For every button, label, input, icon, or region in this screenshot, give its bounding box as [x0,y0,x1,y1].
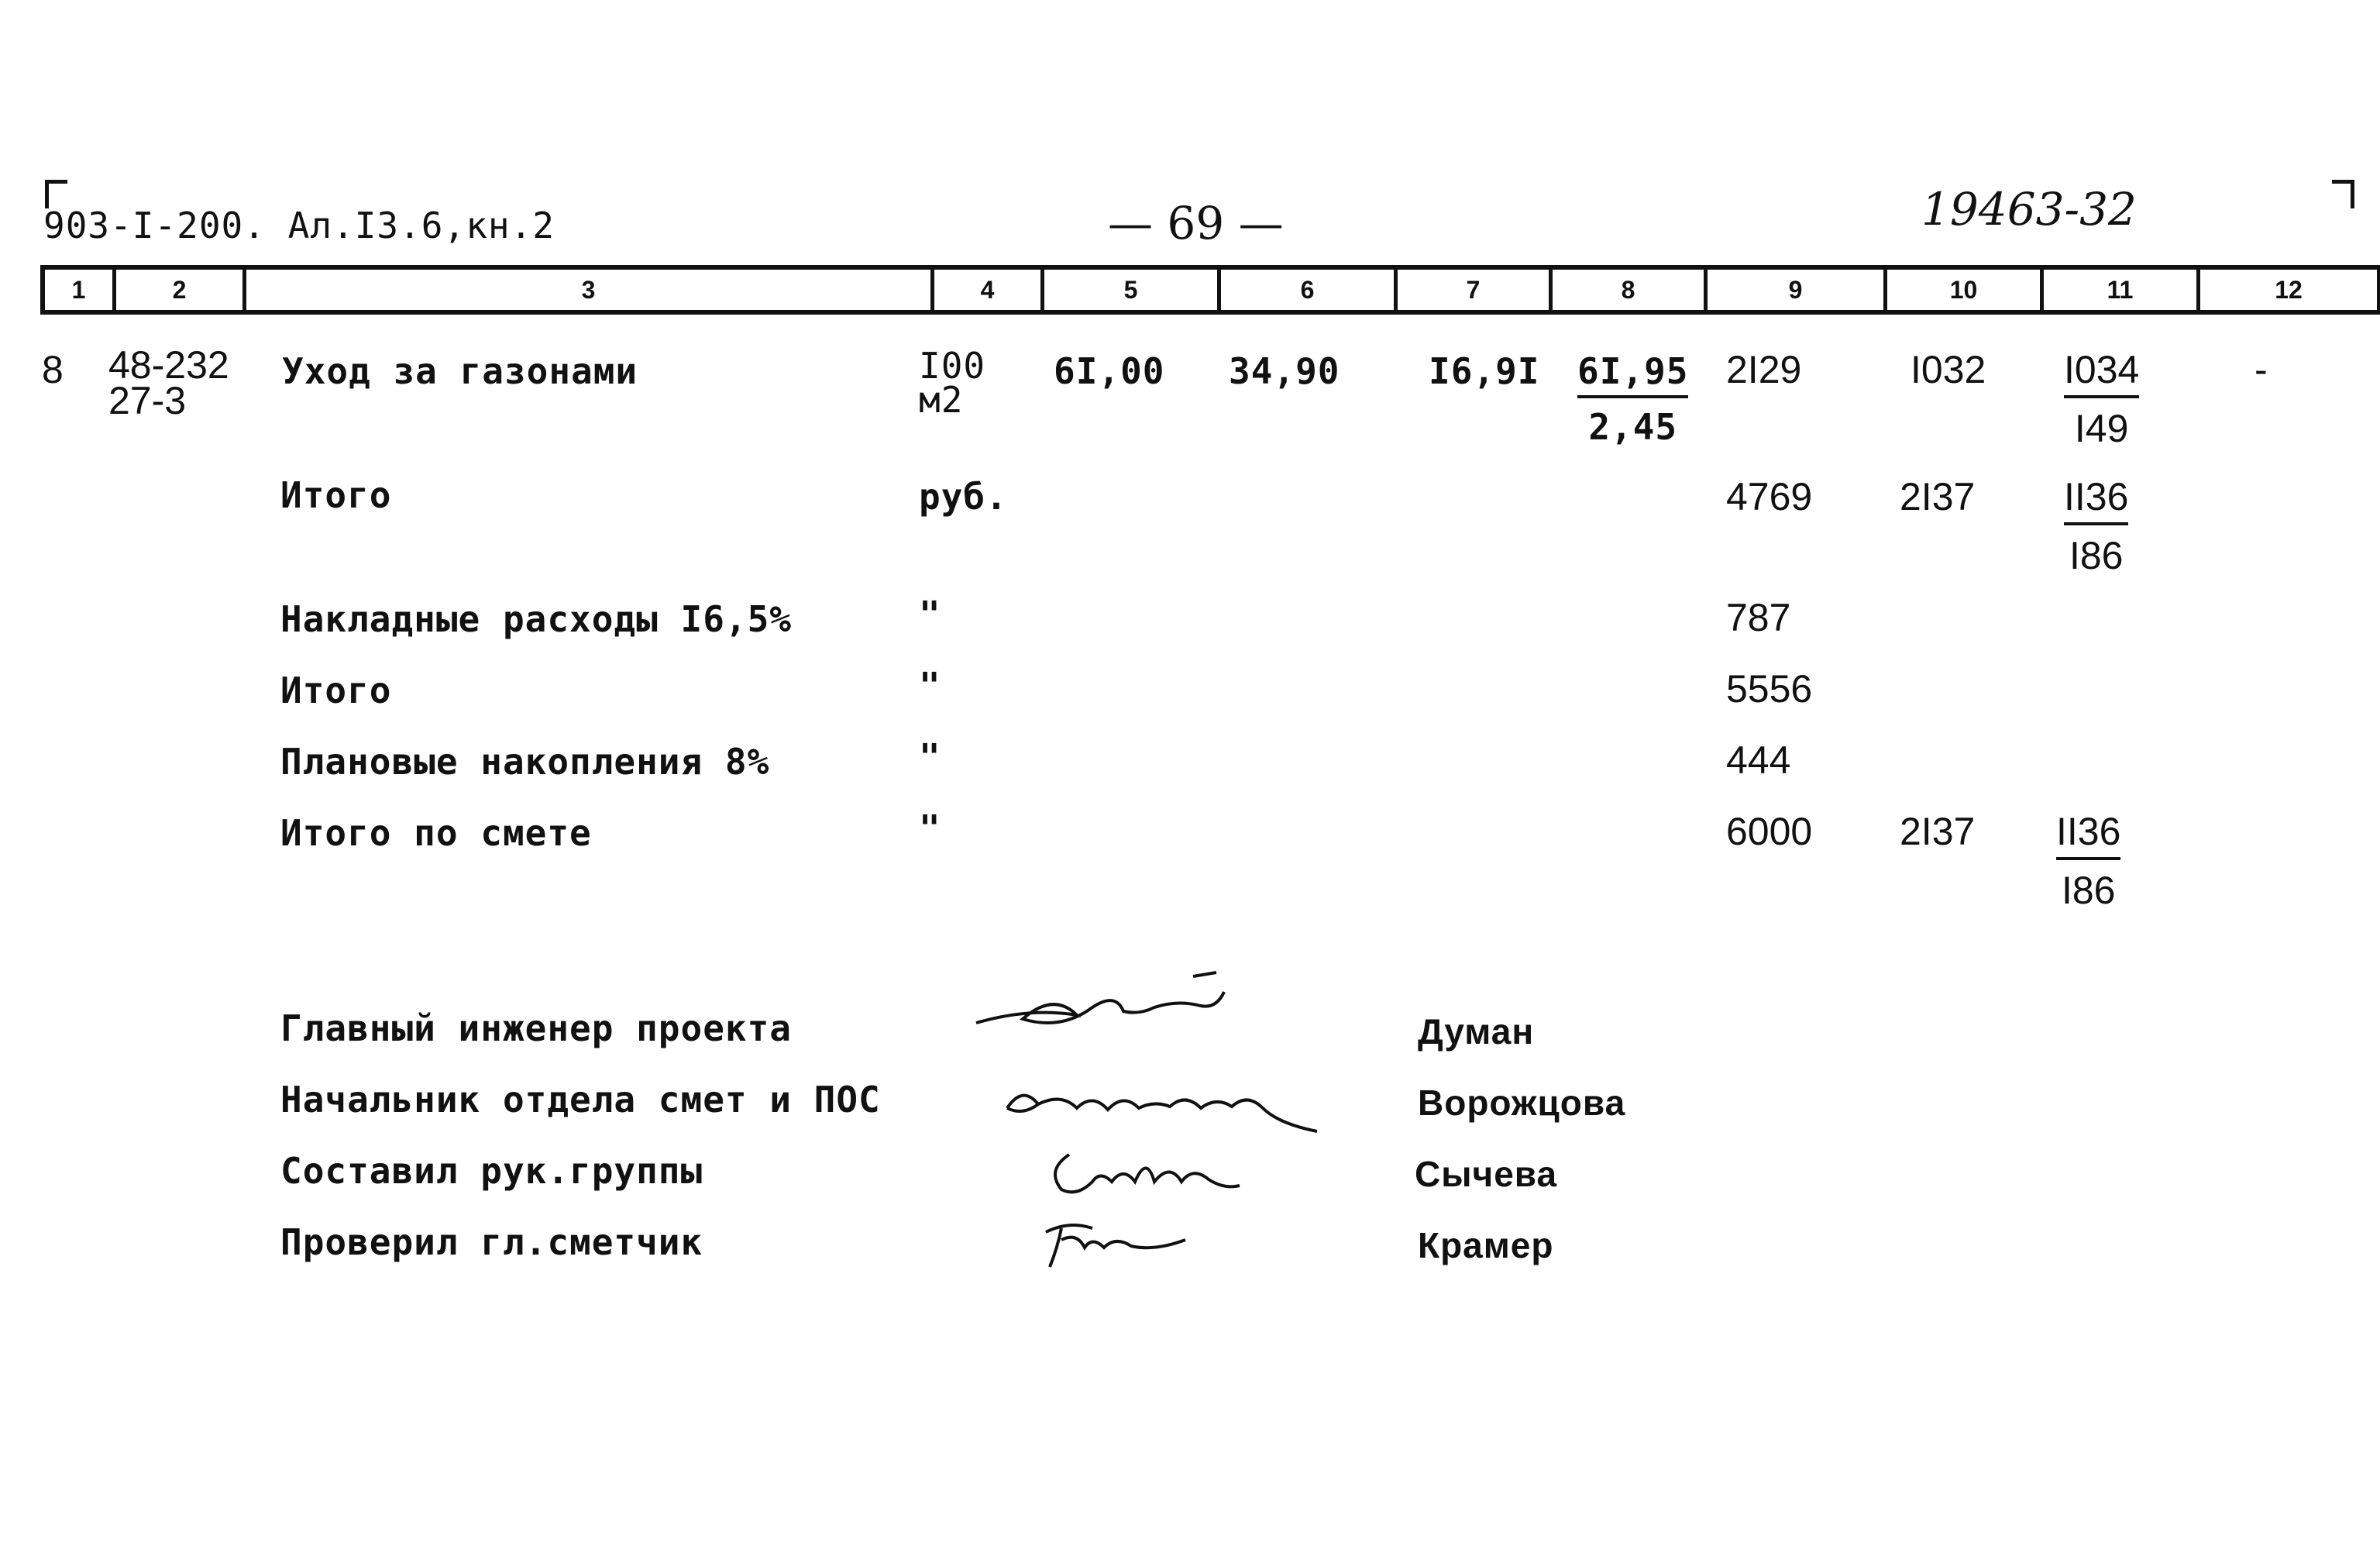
column-header: 5 [1044,270,1221,310]
quantity-value: 6I,00 [1054,350,1165,392]
summary-unit: " [919,807,941,849]
summary-label: Итого [280,474,392,516]
summary-unit: руб. [919,476,1008,518]
summary-value: 2I37 [1900,475,1976,518]
column-header: 4 [934,270,1044,310]
handwritten-signature [1038,1131,1271,1209]
corner-mark-right [2332,180,2354,208]
summary-value: 4769 [1726,475,1813,518]
unit: I00 м2 [919,345,986,421]
column7-value: I6,9I [1429,350,1540,392]
handwritten-signature [968,961,1247,1046]
column10-value: I032 [1911,348,1986,391]
column-header-row [40,265,2380,315]
summary-label: Накладные расходы I6,5% [280,598,792,640]
handwritten-signature [1030,1209,1216,1279]
signer-title: Главный инженер проекта [280,1007,792,1049]
column-header: 6 [1221,270,1398,310]
column8-fraction: $\frac{6I,95}{2,45}$ [1577,350,1689,448]
summary-value: 787 [1726,596,1791,639]
summary-label: Итого по смете [280,812,592,854]
summary-label: Итого [280,670,392,711]
column6-value: 34,90 [1229,350,1340,392]
column11-fraction: $\frac{I034}{I49}$ [2064,348,2140,450]
summary-label: Плановые накопления 8% [280,741,770,783]
column12-value: - [2254,348,2268,391]
summary-unit: " [919,736,941,778]
summary-value: 2I37 [1900,810,1976,853]
work-name: Уход за газонами [282,350,638,392]
summary-fraction: $\frac{II36}{I86}$ [2064,475,2129,577]
summary-unit: " [919,665,941,707]
column-header: 7 [1398,270,1553,310]
column-header: 12 [2275,275,2303,304]
signer-name: Ворожцова [1418,1083,1626,1123]
column-header: 9 [1708,270,1887,310]
summary-unit: " [919,594,941,635]
archive-stamp: 19463-32 [1921,183,2137,236]
signer-title: Начальник отдела смет и ПОС [280,1079,881,1121]
column-header: 8 [1553,270,1708,310]
row-number: 8 [42,348,64,391]
column-header: 1 [45,270,116,310]
summary-value: 6000 [1726,810,1813,853]
summary-value: 444 [1726,738,1791,782]
column9-value: 2I29 [1726,348,1802,391]
rate-code: 48-232 27-3 [108,343,229,422]
signer-title: Проверил гл.сметчик [280,1221,703,1263]
document-code: 903-I-200. Ал.I3.6,кн.2 [43,205,555,246]
signer-name: Думан [1418,1011,1535,1052]
page-number: — 69 — [1108,197,1284,250]
column-header: 11 [2044,270,2200,310]
signer-name: Сычева [1415,1154,1558,1194]
signer-name: Крамер [1418,1225,1554,1265]
summary-value: 5556 [1726,667,1813,711]
column-header: 2 [116,270,246,310]
column-header: 10 [1887,270,2044,310]
column-header: 3 [246,270,934,310]
summary-fraction: $\frac{II36}{I86}$ [2056,810,2121,912]
signer-title: Составил рук.группы [280,1150,703,1192]
